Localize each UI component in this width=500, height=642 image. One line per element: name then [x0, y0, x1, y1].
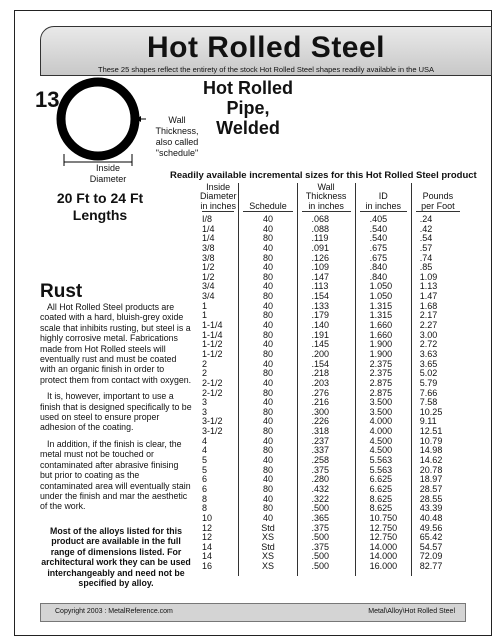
table-cell: .24	[419, 214, 433, 224]
table-cell: 4.500	[369, 435, 393, 446]
table-cell: 12.750	[369, 532, 398, 543]
table-cell: .337	[311, 445, 330, 456]
table-cell: 1.900	[369, 339, 393, 350]
table-cell: 80	[262, 368, 273, 379]
table-cell: .191	[311, 329, 330, 340]
table-cell: .203	[311, 377, 330, 388]
table-cell: 9.11	[419, 416, 437, 427]
table-cell: 4.000	[369, 426, 393, 437]
table-cell: 1-1/4	[202, 329, 223, 340]
table-cell: .540	[369, 233, 388, 244]
table-cell: 80	[262, 291, 273, 302]
table-cell: 3.63	[419, 348, 438, 359]
table-cell: 16	[202, 561, 213, 572]
table-cell: 40	[262, 242, 273, 253]
table-cell: 80	[262, 445, 273, 456]
table-cell: 40	[262, 281, 273, 292]
table-cell: 18.97	[419, 474, 443, 485]
table-cell: .088	[311, 223, 330, 234]
table-cell: .375	[311, 522, 330, 533]
product-name: Hot Rolled Pipe, Welded	[203, 78, 293, 138]
table-cell: .154	[311, 291, 330, 302]
table-cell: 1.900	[369, 348, 393, 359]
table-cell: XS	[261, 532, 274, 543]
table-cell: 3/8	[202, 252, 215, 263]
table-column	[238, 183, 296, 576]
table-cell: .74	[419, 252, 433, 263]
table-cell: 80	[262, 503, 273, 514]
table-cell: .500	[311, 532, 330, 543]
table-cell: 4	[202, 435, 208, 446]
table-cell: 3/4	[202, 281, 215, 292]
table-cell: .068	[311, 214, 330, 224]
table-cell: 6	[202, 483, 208, 494]
footer-bar	[40, 603, 466, 622]
table-cell: 2.72	[419, 339, 438, 350]
table-cell: 40	[262, 358, 273, 369]
table-cell: 40	[262, 455, 273, 466]
table-cell: 8.625	[369, 503, 393, 514]
table-cell: .675	[369, 252, 388, 263]
table-column	[411, 183, 464, 576]
table-cell: 10.25	[419, 406, 443, 417]
table-cell: 43.39	[419, 503, 443, 514]
table-cell: 54.57	[419, 541, 443, 552]
table-cell: 4.000	[369, 416, 393, 427]
table-cell: .226	[311, 416, 330, 427]
table-cell: 40	[262, 223, 273, 234]
table-cell: 80	[262, 233, 273, 244]
table-cell: 4.500	[369, 445, 393, 456]
table-cell: 14.98	[419, 445, 443, 456]
table-cell: 14.62	[419, 455, 443, 466]
table-cell: Std	[261, 541, 275, 552]
table-cell: 2.875	[369, 387, 393, 398]
table-cell: 5	[202, 455, 208, 466]
table-cell: .218	[311, 368, 330, 379]
table-cell: 1.660	[369, 320, 393, 331]
table-cell: 40	[262, 339, 273, 350]
table-cell: 10	[202, 512, 213, 523]
table-cell: .179	[311, 310, 330, 321]
table-cell: 5.563	[369, 464, 393, 475]
shape-number: 13	[35, 87, 60, 112]
table-cell: 1/4	[202, 233, 215, 244]
table-cell: 2.17	[419, 310, 438, 321]
table-cell: 12	[202, 522, 213, 533]
table-cell: .154	[311, 358, 330, 369]
pipe-ring	[61, 82, 135, 156]
table-cell: 1.050	[369, 281, 393, 292]
table-cell: 8	[202, 503, 208, 514]
table-cell: 4	[202, 445, 208, 456]
table-cell: 3.500	[369, 397, 393, 408]
table-cell: I/8	[202, 214, 213, 224]
table-cell: 80	[262, 348, 273, 359]
table-cell: .126	[311, 252, 330, 263]
column-header: Schedule	[239, 183, 296, 211]
table-cell: 40	[262, 474, 273, 485]
table-cell: 80	[262, 406, 273, 417]
table-cell: 1	[202, 310, 208, 321]
table-cell: .540	[369, 223, 388, 234]
table-cell: 3.500	[369, 406, 393, 417]
table-cell: 3	[202, 397, 208, 408]
table-cell: 1.315	[369, 300, 393, 311]
table-cell: 40	[262, 214, 273, 224]
column-header: Pounds per Foot	[412, 183, 464, 211]
table-cell: 80	[262, 464, 273, 475]
table-cell: 80	[262, 271, 273, 282]
table-cell: 10.750	[369, 512, 398, 523]
table-cell: 40	[262, 416, 273, 427]
table-cell: 80	[262, 483, 273, 494]
sizes-table	[198, 183, 464, 595]
table-cell: 40	[262, 397, 273, 408]
table-cell: 2	[202, 368, 208, 379]
table-cell: 1.47	[419, 291, 438, 302]
table-cell: .500	[311, 503, 330, 514]
table-cell: 14	[202, 551, 213, 562]
table-cell: Std	[261, 522, 275, 533]
rust-paragraph: In addition, if the finish is clear, the metal must not be touched or contaminated after abrasive finising but prior to coating as the contaminated area will eventually stain under the finish and mar the aesthetic of the work.	[40, 438, 191, 512]
table-cell: .840	[369, 262, 388, 273]
table-cell: .300	[311, 406, 330, 417]
table-cell: .216	[311, 397, 330, 408]
rust-paragraph: All Hot Rolled Steel products are coated with a hard, bluish-grey oxide scale that inhibits rusting, but steel is a highly corrosive metal. Fabrications made from Hot Rolled steels will eventually rust and must be coated with an organic finish in order to protect them from contact with oxygen.	[40, 302, 192, 385]
table-cell: 8	[202, 493, 208, 504]
table-cell: 1-1/4	[202, 320, 223, 331]
rust-paragraph: It is, however, important to use a finish that is designed specifically to be used on steel to ensure proper adhesion of the coating.	[40, 391, 192, 433]
column-header: Wall Thickness in inches	[298, 183, 355, 211]
table-cell: .109	[311, 262, 330, 273]
table-cell: 1.68	[419, 300, 438, 311]
table-cell: 40	[262, 493, 273, 504]
table-cell: 16.000	[369, 561, 398, 572]
table-cell: 49.56	[419, 522, 443, 533]
table-cell: 80	[262, 387, 273, 398]
table-cell: 2.375	[369, 358, 393, 369]
table-cell: 2.375	[369, 368, 393, 379]
table-cell: 1.315	[369, 310, 393, 321]
table-cell: 40	[262, 512, 273, 523]
table-cell: 1	[202, 300, 208, 311]
wall-thickness-label: Wall Thickness, also called "schedule"	[155, 115, 199, 158]
table-cell: .365	[311, 512, 330, 523]
table-cell: 1-1/2	[202, 348, 223, 359]
table-cell: 3.00	[419, 329, 438, 340]
table-cell: 1.13	[419, 281, 438, 292]
table-cell: .375	[311, 541, 330, 552]
table-cell: 1.050	[369, 291, 393, 302]
page-title: Hot Rolled Steel	[146, 31, 386, 64]
rust-body	[40, 302, 192, 518]
table-cell: .675	[369, 242, 388, 253]
footer-path: Metal\Alloy\Hot Rolled Steel	[368, 608, 455, 615]
table-column	[355, 183, 411, 576]
table-cell: .258	[311, 455, 330, 466]
table-cell: 14.000	[369, 541, 398, 552]
table-cell: .091	[311, 242, 330, 253]
table-cell: 6	[202, 474, 208, 485]
column-header: ID in inches	[356, 183, 411, 211]
table-cell: .237	[311, 435, 330, 446]
table-cell: 2	[202, 358, 208, 369]
table-cell: .432	[311, 483, 330, 494]
table-cell: 40	[262, 262, 273, 273]
table-cell: 3/8	[202, 242, 215, 253]
table-cell: .119	[311, 233, 329, 244]
page-subtitle: These 25 shapes reflect the entirety of the stock Hot Rolled Steel shapes readily available in the USA	[97, 65, 435, 74]
table-cell: 2-1/2	[202, 377, 223, 388]
table-cell: .500	[311, 551, 330, 562]
table-cell: .280	[311, 474, 330, 485]
table-cell: .147	[311, 271, 330, 282]
table-cell: 14.000	[369, 551, 398, 562]
table-cell: 2.875	[369, 377, 393, 388]
table-cell: 80	[262, 310, 273, 321]
table-cell: 6.625	[369, 483, 393, 494]
table-cell: .140	[311, 320, 330, 331]
table-cell: 7.58	[419, 397, 438, 408]
table-cell: 6.625	[369, 474, 393, 485]
rust-heading: Rust	[40, 281, 83, 302]
table-cell: 28.57	[419, 483, 443, 494]
table-cell: 80	[262, 426, 273, 437]
table-cell: 3-1/2	[202, 426, 223, 437]
table-cell: .322	[311, 493, 330, 504]
table-cell: 1-1/2	[202, 339, 223, 350]
table-cell: 3-1/2	[202, 416, 223, 427]
table-cell: 5.563	[369, 455, 393, 466]
table-cell: 20.78	[419, 464, 443, 475]
table-cell: .405	[369, 214, 388, 224]
table-cell: 1/2	[202, 262, 215, 273]
table-cell: 65.42	[419, 532, 443, 543]
table-cell: .113	[311, 281, 329, 292]
pipe-cross-section-diagram	[54, 76, 154, 168]
availability-heading: Readily available incremental sizes for this Hot Rolled Steel product	[170, 170, 477, 181]
table-cell: .200	[311, 348, 330, 359]
table-cell: .375	[311, 464, 330, 475]
table-cell: 1/2	[202, 271, 215, 282]
alloys-note: Most of the alloys listed for this product are available in the full range of dimensions listed. For architectural work they can be used interchangeably and need not be specified by alloy.	[41, 526, 191, 589]
footer-copyright: Copyright 2003 : MetalReference.com	[55, 608, 173, 615]
table-cell: .500	[311, 561, 330, 572]
table-cell: 8.625	[369, 493, 393, 504]
table-cell: .840	[369, 271, 388, 282]
table-column	[198, 183, 238, 576]
table-cell: 80	[262, 329, 273, 340]
table-cell: .54	[419, 233, 433, 244]
header-banner	[40, 26, 492, 76]
table-cell: 12	[202, 532, 213, 543]
table-cell: .42	[419, 223, 433, 234]
table-cell: 40	[262, 435, 273, 446]
table-cell: 12.750	[369, 522, 398, 533]
table-cell: 82.77	[419, 561, 443, 572]
inside-diameter-label: Inside Diameter	[89, 163, 127, 184]
table-cell: .133	[311, 300, 330, 311]
table-cell: 72.09	[419, 551, 443, 562]
table-cell: 2-1/2	[202, 387, 223, 398]
table-cell: 7.66	[419, 387, 438, 398]
table-cell: 40	[262, 377, 273, 388]
table-cell: 28.55	[419, 493, 443, 504]
table-cell: 5.02	[419, 368, 438, 379]
table-cell: 14	[202, 541, 213, 552]
table-cell: .145	[311, 339, 330, 350]
table-cell: 2.27	[419, 320, 438, 331]
table-cell: 1.09	[419, 271, 438, 282]
table-cell: XS	[261, 561, 274, 572]
table-cell: 1/4	[202, 223, 215, 234]
table-cell: .57	[419, 242, 433, 253]
table-cell: 40.48	[419, 512, 443, 523]
column-header: Inside Diameter in inches	[199, 181, 237, 211]
table-cell: .318	[311, 426, 330, 437]
table-cell: 3/4	[202, 291, 215, 302]
table-cell: .85	[419, 262, 433, 273]
stock-lengths: 20 Ft to 24 Ft Lengths	[56, 190, 144, 223]
table-cell: 80	[262, 252, 273, 263]
table-cell: 40	[262, 300, 273, 311]
table-cell: .276	[311, 387, 330, 398]
table-cell: XS	[261, 551, 274, 562]
table-cell: 5.79	[419, 377, 438, 388]
table-cell: 12.51	[419, 426, 443, 437]
table-cell: 5	[202, 464, 208, 475]
table-cell: 40	[262, 320, 273, 331]
table-column	[297, 183, 355, 576]
table-cell: 10.79	[419, 435, 443, 446]
table-cell: 3.65	[419, 358, 438, 369]
table-cell: 3	[202, 406, 208, 417]
table-cell: 1.660	[369, 329, 393, 340]
